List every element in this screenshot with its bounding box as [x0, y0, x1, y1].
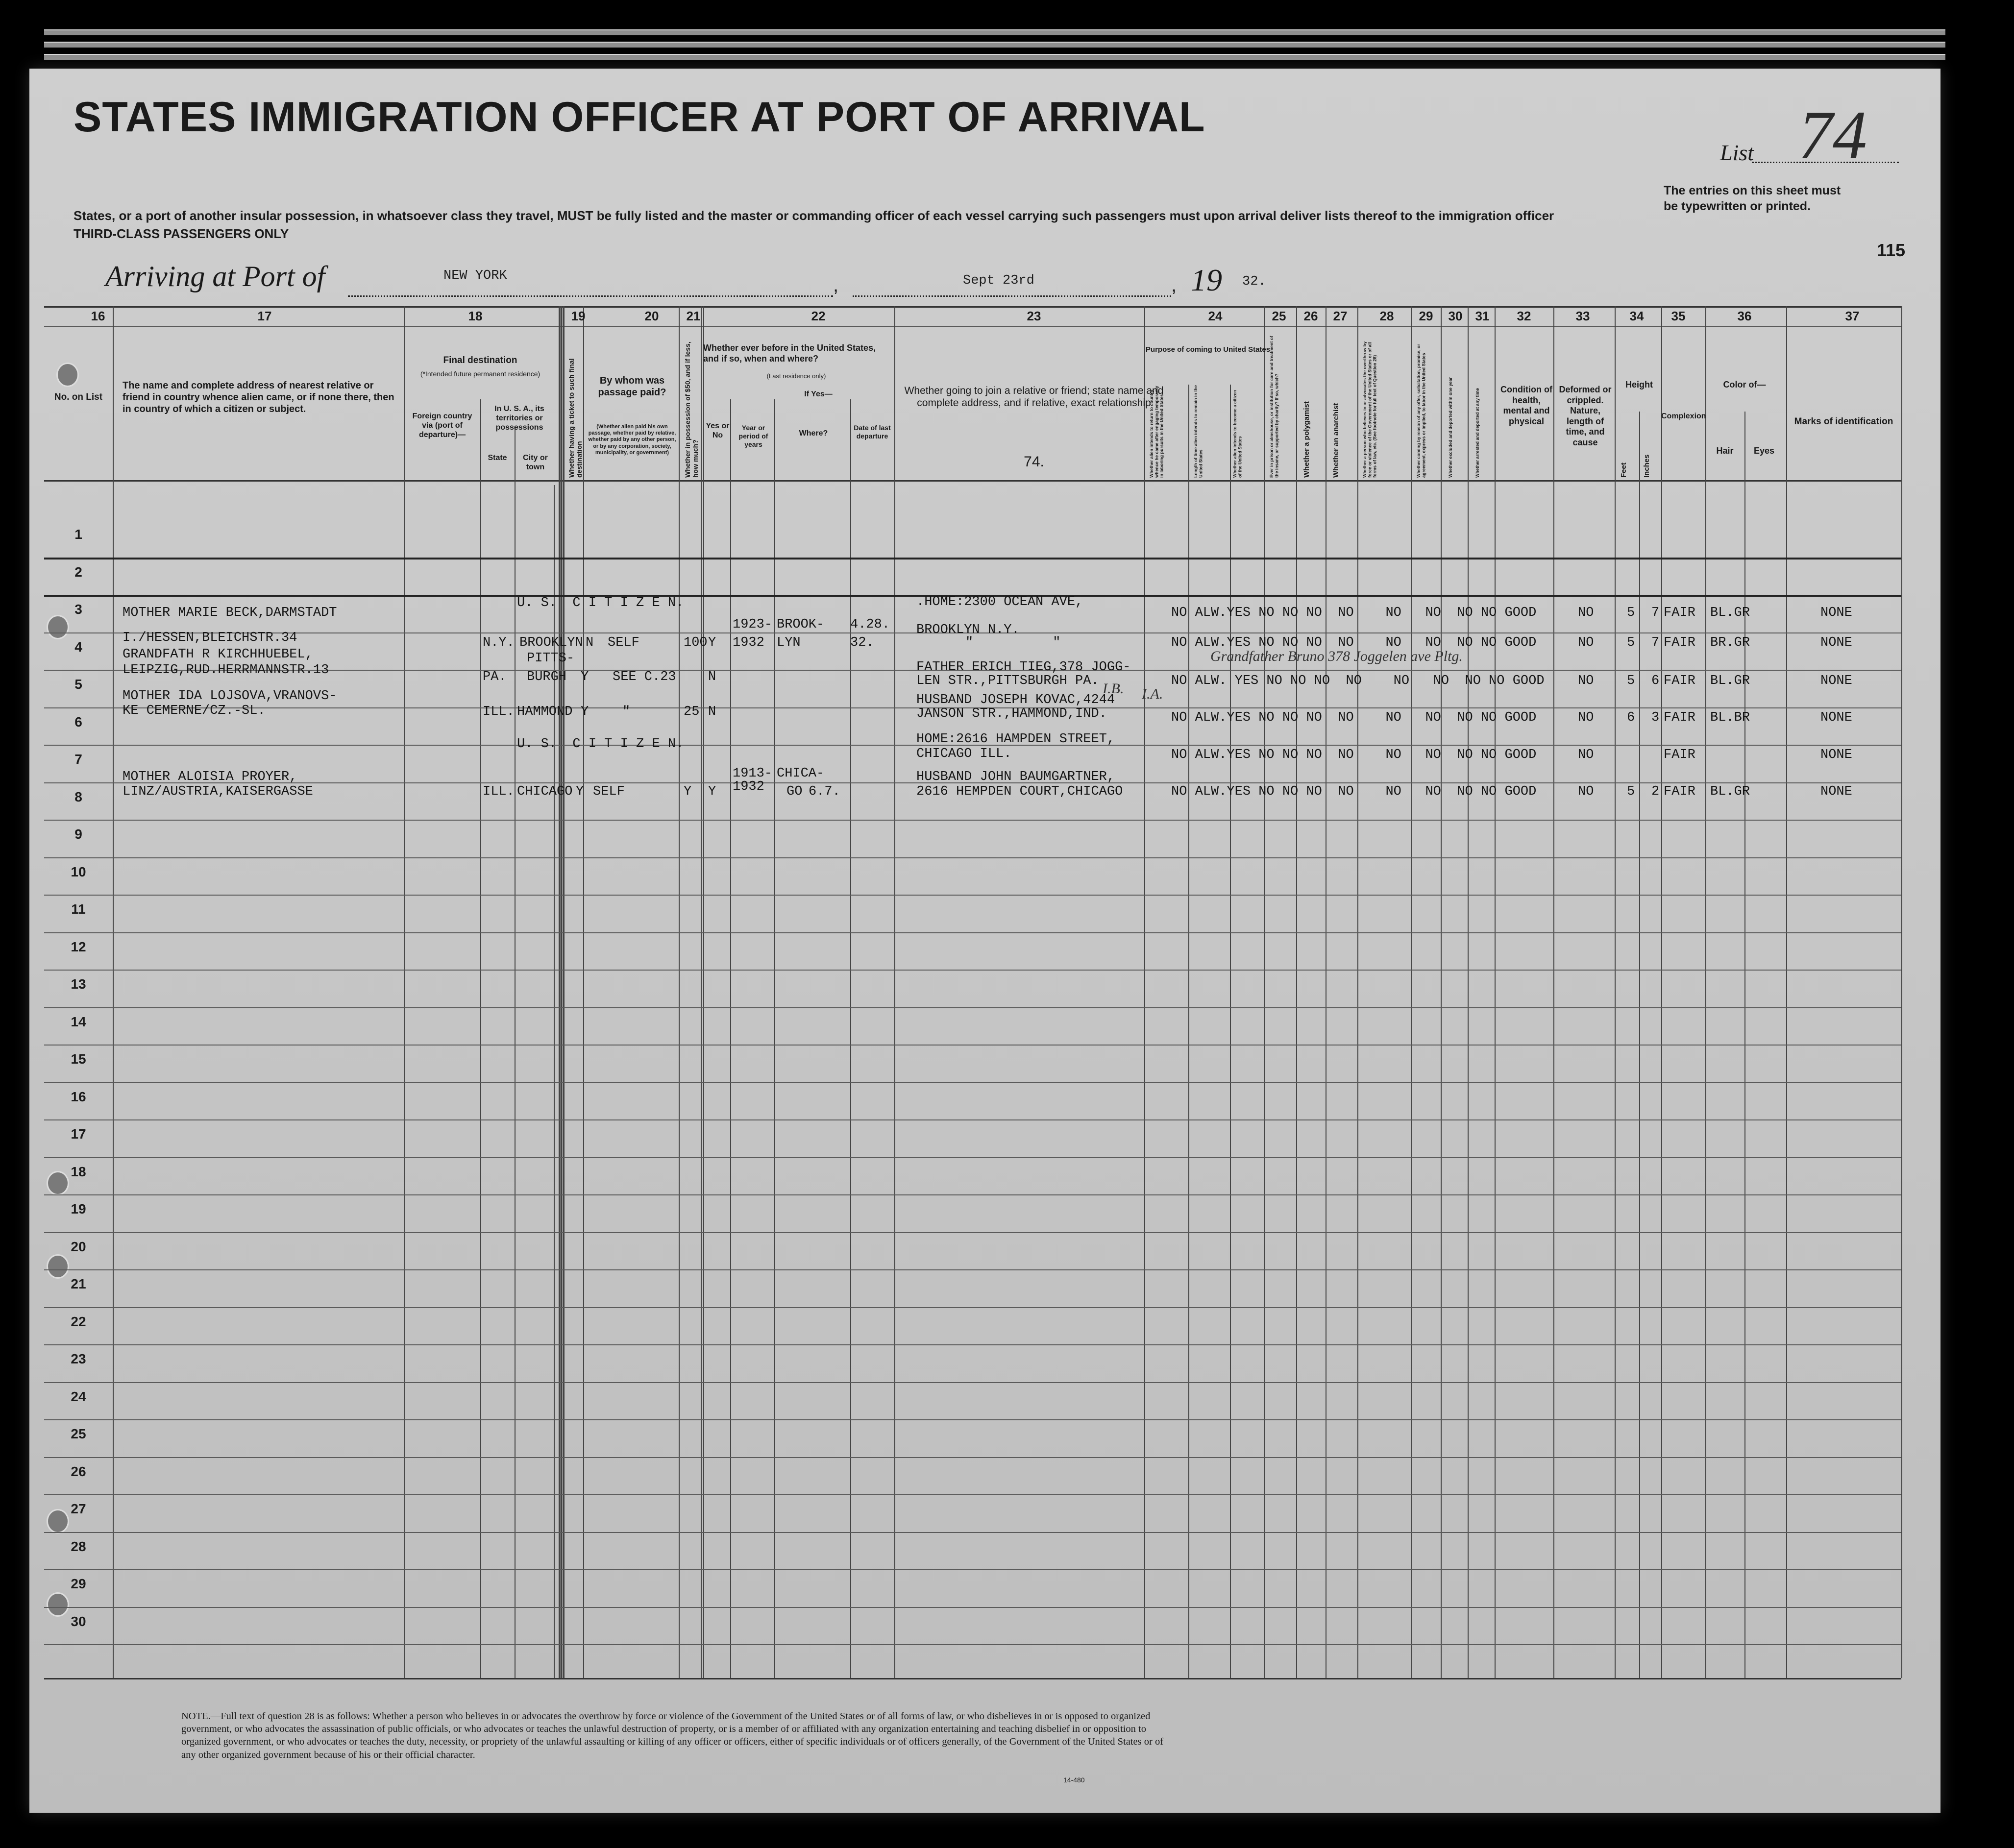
- row-number: 26: [71, 1463, 86, 1479]
- join-address: 2616 HEMPDEN COURT,CHICAGO: [916, 784, 1123, 799]
- complexion-value: FAIR: [1664, 710, 1695, 725]
- marks-value: NONE: [1820, 784, 1852, 799]
- entries-note: be typewritten or printed.: [1664, 199, 1811, 213]
- col-number: 36: [1737, 309, 1752, 323]
- dest-state: ILL.: [483, 704, 515, 719]
- prior-years: 1913-: [733, 766, 773, 781]
- row-number: 19: [71, 1201, 86, 1216]
- col-number: 33: [1575, 309, 1590, 323]
- header-ticket: Whether having a ticket to such final destination: [567, 358, 584, 478]
- prior-where: LYN: [777, 635, 801, 650]
- row-number: 3: [74, 602, 82, 617]
- header-going-to-join: Whether going to join a relative or friend; state name and complete address, and if relative, exact relationship: [904, 385, 1164, 409]
- header-passage-note: (Whether alien paid his own passage, whether paid by relative, whether paid by any other person, or by any corporation, society, municipality, or government): [588, 424, 676, 456]
- ticket-value: N: [586, 635, 594, 650]
- row-number: 9: [74, 827, 82, 842]
- col-number: 37: [1845, 309, 1860, 323]
- height-inches: 7: [1651, 635, 1660, 650]
- dest-city: CHICAGO: [517, 784, 573, 799]
- header-polygamist: Whether a polygamist: [1302, 401, 1311, 478]
- header-before-in-us: Whether ever before in the United States, and if so, when and where?: [703, 343, 876, 364]
- row-number: 7: [74, 752, 82, 767]
- col-number: 34: [1629, 309, 1644, 323]
- header-deformed: Deformed or crippled. Nature, length of time, and cause: [1559, 385, 1612, 447]
- header-passage-paid: By whom was passage paid?: [598, 375, 666, 398]
- height-inches: 2: [1651, 784, 1660, 799]
- col-number: 19: [571, 309, 586, 323]
- header-final-destination: Final destination: [443, 355, 517, 365]
- row-number: 25: [71, 1426, 86, 1441]
- question-answers: NO ALW.YES NO NO NO NO NO NO NO NO GOOD: [1171, 784, 1537, 799]
- money-value: 25: [684, 704, 700, 719]
- row-number: 21: [71, 1276, 86, 1291]
- year-suffix: 32.: [1242, 274, 1266, 289]
- complexion-value: FAIR: [1664, 748, 1695, 762]
- row-number: 13: [71, 976, 86, 992]
- row-number: 24: [71, 1388, 86, 1404]
- header-purpose-citizen: Whether alien intends to become a citizen of the United States: [1232, 389, 1243, 478]
- row-number: 29: [71, 1576, 86, 1591]
- col-number: 18: [468, 309, 483, 323]
- header-height: Height: [1625, 380, 1653, 389]
- row-number: 14: [71, 1014, 86, 1029]
- height-inches: 7: [1651, 606, 1660, 620]
- footnote-question-28: NOTE.—Full text of question 28 is as follows: Whether a person who believes in or advocates the overthrow by force or violence of the Government of the United States or of all forms of law, or who disbelieves in or is opposed to organized government, or who advocates the assassination of public officials, or who advocates or teaches the unlawful destruction of property, or is a member of or affiliated with any organization entertaining and teaching disbelief in or opposition to organized government, or who advocates or teaches the duty, necessity, or propriety of the unlawful assaulting or killing of any officer or officers, either of specific individuals or of officers generally, of the Government of the United States or of any other organized government because of his or their official character.: [181, 1711, 1164, 1760]
- header-if-yes: If Yes—: [804, 390, 833, 398]
- header-question-28: Whether a person who believes in or advocates the overthrow by force or violence of the Government of the United States or of all forms of law, etc. (See footnote for full text of Question 28): [1362, 341, 1377, 478]
- prior-date: 6.7.: [809, 784, 840, 799]
- join-address: CHICAGO ILL.: [916, 747, 1012, 761]
- row-number: 11: [71, 901, 86, 917]
- height-inches: 3: [1651, 710, 1660, 725]
- height-feet: 5: [1627, 606, 1635, 620]
- relative-address: KE CEMERNE/CZ.-SL.: [123, 703, 266, 718]
- passage-paid-value: SEE C.23: [613, 670, 676, 684]
- page-number: 115: [1877, 240, 1906, 260]
- row-number: 20: [71, 1239, 86, 1254]
- join-address: HUSBAND JOHN BAUMGARTNER,: [916, 769, 1115, 784]
- marks-value: NONE: [1820, 635, 1852, 650]
- relative-address: GRANDFATH R KIRCHHUEBEL,: [123, 647, 313, 662]
- passage-paid-value: SELF: [593, 784, 625, 799]
- col-number: 20: [644, 309, 659, 323]
- col-number: 28: [1379, 309, 1394, 323]
- row-number: 4: [74, 639, 82, 655]
- height-feet: 5: [1627, 784, 1635, 799]
- money-value: 100: [684, 635, 708, 650]
- header-state: State: [488, 454, 507, 462]
- question-answers: NO ALW.YES NO NO NO NO NO NO NO NO GOOD: [1171, 606, 1537, 620]
- col-number: 30: [1448, 309, 1463, 323]
- list-label: List: [1720, 140, 1754, 165]
- header-anarchist: Whether an anarchist: [1332, 403, 1340, 478]
- question-answers: NO ALW. YES NO NO NO NO NO NO NO NO GOOD: [1171, 674, 1545, 688]
- marks-value: NONE: [1820, 674, 1852, 688]
- form-number: 14-480: [1063, 1776, 1085, 1784]
- complexion-value: FAIR: [1664, 674, 1695, 688]
- header-last-departure: Date of last departure: [854, 424, 891, 440]
- date-line: [853, 295, 1171, 297]
- instruction-text: States, or a port of another insular possession, in whatsoever class they travel, MUST be fully listed and the master or commanding officer of each vessel carrying such passengers must upon arrival deliver lists thereof to the immigration officer: [74, 208, 1554, 223]
- dest-city: HAMMOND: [517, 704, 573, 719]
- row-number: 8: [74, 789, 82, 804]
- port-line: [348, 295, 833, 297]
- row-number: 1: [74, 527, 82, 542]
- question-answers: NO ALW.YES NO NO NO NO NO NO NO NO GOOD: [1171, 635, 1537, 650]
- list-number: 74: [1798, 97, 1867, 173]
- marks-value: NONE: [1820, 748, 1852, 762]
- prior-yes-no: N: [708, 670, 716, 684]
- header-in-usa: In U. S. A., its territories or possessions: [494, 405, 544, 432]
- col-number: 25: [1272, 309, 1286, 323]
- row-number: 30: [71, 1613, 86, 1629]
- deformed-value: NO: [1578, 674, 1594, 688]
- join-address: .HOME:2300 OCEAN AVE,: [916, 595, 1083, 609]
- row-number: 15: [71, 1051, 86, 1067]
- prior-yes-no: Y: [708, 635, 716, 650]
- marks-value: NONE: [1820, 710, 1852, 725]
- handwritten-initials: I.B.: [1103, 681, 1124, 697]
- col-number: 16: [91, 309, 105, 323]
- col-number: 31: [1475, 309, 1490, 323]
- hair-eyes-value: BL.GR: [1710, 674, 1750, 688]
- deformed-value: NO: [1578, 784, 1594, 799]
- relative-address: MOTHER MARIE BECK,DARMSTADT: [123, 606, 337, 620]
- dest-city: BURGH: [527, 670, 567, 684]
- relative-address: LEIPZIG,RUD.HERRMANNSTR.13: [123, 663, 329, 678]
- join-address: FATHER ERICH TIEG,378 JOGG-: [916, 660, 1131, 675]
- deformed-value: NO: [1578, 710, 1594, 725]
- row-number: 23: [71, 1351, 86, 1366]
- relative-address: MOTHER IDA LOJSOVA,VRANOVS-: [123, 688, 337, 704]
- stacked-page-edges: [44, 29, 1945, 73]
- col-number: 32: [1517, 309, 1531, 323]
- year-prefix: 19: [1191, 263, 1222, 297]
- prior-years: 1932: [733, 779, 764, 794]
- marks-value: NONE: [1820, 606, 1852, 620]
- complexion-value: FAIR: [1664, 635, 1695, 650]
- col-number: 22: [811, 309, 826, 323]
- height-feet: 5: [1627, 674, 1635, 688]
- height-feet: 5: [1627, 635, 1635, 650]
- header-yes-no: Yes or No: [706, 422, 730, 440]
- port-value: NEW YORK: [443, 268, 507, 283]
- prior-where: CHICA-: [777, 766, 825, 781]
- hair-eyes-value: BL.GR: [1710, 606, 1750, 620]
- header-year: Year or period of years: [738, 424, 768, 448]
- col-number: 21: [686, 309, 701, 323]
- prior-years: 1932: [733, 635, 764, 650]
- hair-eyes-value: BL.BR: [1710, 710, 1750, 725]
- manifest-table: [44, 306, 1901, 1678]
- ticket-value: Y: [581, 670, 589, 684]
- header-marks: Marks of identification: [1794, 416, 1893, 427]
- question-answers: NO ALW.YES NO NO NO NO NO NO NO NO GOOD: [1171, 710, 1537, 725]
- handwritten-note: Grandfather Bruno 378 Joggelen ave Pltg.: [1210, 648, 1463, 664]
- ditto-marks: " ": [965, 635, 1061, 650]
- join-address: LEN STR.,PITTSBURGH PA.: [916, 674, 1099, 688]
- complexion-value: FAIR: [1664, 606, 1695, 620]
- join-address: BROOKLYN N.Y.: [916, 622, 1020, 637]
- header-purpose-return: Whether alien intends to return to country whence he came after engaging temporarily in laboring pursuits in the United States: [1149, 386, 1164, 478]
- header-no-on-list: No. on List: [54, 392, 103, 402]
- prior-yes-no: N: [708, 704, 716, 719]
- join-address: HUSBAND JOSEPH KOVAC,4244: [916, 692, 1115, 707]
- join-address: HOME:2616 HAMPDEN STREET,: [916, 732, 1115, 747]
- header-relative-address: The name and complete address of nearest relative or friend in country whence alien came, or if none there, then in country of which a citizen or subject.: [123, 380, 394, 414]
- dest-state: ILL.: [483, 784, 515, 799]
- dest-city: BROOKLYN: [519, 635, 583, 650]
- row-number: 22: [71, 1313, 86, 1329]
- header-inches: Inches: [1643, 454, 1651, 478]
- row-number: 5: [74, 677, 82, 692]
- header-city: City or town: [523, 454, 548, 472]
- prior-where: BROOK-: [777, 617, 825, 632]
- class-label: THIRD-CLASS PASSENGERS ONLY: [74, 226, 289, 241]
- col-number: 24: [1208, 309, 1223, 323]
- page-title: STATES IMMIGRATION OFFICER AT PORT OF ARRIVAL: [74, 94, 1205, 141]
- col-number: 29: [1419, 309, 1433, 323]
- deformed-value: NO: [1578, 606, 1594, 620]
- header-health: Condition of health, mental and physical: [1500, 385, 1552, 426]
- passage-paid-value: SELF: [608, 635, 639, 650]
- us-citizen-note: U. S. C I T I Z E N.: [517, 596, 684, 610]
- col-number: 27: [1333, 309, 1348, 323]
- header-complexion: Complexion: [1661, 412, 1706, 420]
- handwritten-initials: I.A.: [1142, 685, 1163, 702]
- hair-eyes-value: BL.GR: [1710, 784, 1750, 799]
- header-prison: Ever in prison or almshouse, or institution for care and treatment of the insane, or supported by charity? If so, which?: [1269, 336, 1279, 478]
- prior-where: GO: [786, 784, 803, 799]
- relative-address: I./HESSEN,BLEICHSTR.34: [123, 630, 297, 645]
- ticket-value: Y: [576, 784, 584, 799]
- row-number: 2: [74, 564, 82, 580]
- arriving-label: Arriving at Port of: [105, 260, 325, 292]
- height-feet: 6: [1627, 710, 1635, 725]
- header-feet: Feet: [1620, 462, 1628, 478]
- entries-note: The entries on this sheet must: [1664, 184, 1841, 197]
- row-number: 28: [71, 1538, 86, 1554]
- header-foreign-country: Foreign country via (port of departure)—: [412, 412, 472, 439]
- col-number: 26: [1303, 309, 1318, 323]
- row-number: 17: [71, 1126, 86, 1142]
- prior-date: 32.: [850, 635, 874, 650]
- header-hair: Hair: [1716, 446, 1734, 456]
- height-inches: 6: [1651, 674, 1660, 688]
- row-number: 6: [74, 714, 82, 729]
- col-number: 23: [1027, 309, 1041, 323]
- header-final-destination-note: (*Intended future permanent residence): [420, 370, 540, 378]
- money-value: Y: [684, 784, 692, 799]
- row-number: 10: [71, 864, 86, 879]
- comma: ,: [833, 274, 839, 296]
- date-value: Sept 23rd: [963, 273, 1034, 288]
- header-fifty-dollars: Whether in possession of $50, and if less, how much?: [684, 341, 700, 478]
- header-arrested: Whether arrested and deported at any time: [1475, 388, 1480, 478]
- join-address: JANSON STR.,HAMMOND,IND.: [916, 706, 1107, 721]
- dest-city: PITTS-: [527, 651, 575, 666]
- header-purpose: Purpose of coming to United States: [1145, 345, 1271, 354]
- deformed-value: NO: [1578, 748, 1594, 762]
- prior-yes-no: Y: [708, 784, 716, 799]
- relative-address: LINZ/AUSTRIA,KAISERGASSE: [123, 784, 313, 799]
- complexion-value: FAIR: [1664, 784, 1695, 799]
- dest-state: N.Y.: [483, 635, 515, 650]
- ticket-value: Y: [581, 704, 589, 719]
- row-number: 12: [71, 939, 86, 954]
- header-excluded: Whether excluded and deported within one year: [1448, 377, 1453, 478]
- col-number: 17: [257, 309, 272, 323]
- comma: ,: [1171, 274, 1177, 296]
- row-number: 16: [71, 1089, 86, 1104]
- prior-years: 1923-: [733, 617, 773, 632]
- us-citizen-note: U. S. C I T I Z E N.: [517, 737, 684, 752]
- header-join-value: 74.: [1024, 454, 1044, 470]
- hair-eyes-value: BR.GR: [1710, 635, 1750, 650]
- passage-paid-value: ": [622, 704, 631, 719]
- header-purpose-length: Length of time alien intends to remain in the United States: [1193, 385, 1203, 478]
- header-eyes: Eyes: [1753, 446, 1775, 456]
- dest-state: PA.: [483, 670, 507, 684]
- row-number: 27: [71, 1501, 86, 1516]
- header-last-residence: (Last residence only): [766, 372, 826, 380]
- relative-address: MOTHER ALOISIA PROYER,: [123, 769, 297, 784]
- header-labor-offer: Whether coming by reason of any offer, solicitation, promise, or agreement, express or implied, to labor in the United States: [1416, 343, 1426, 478]
- header-color-of: Color of—: [1723, 380, 1766, 389]
- row-number: 18: [71, 1164, 86, 1179]
- question-answers: NO ALW.YES NO NO NO NO NO NO NO NO GOOD: [1171, 748, 1537, 762]
- col-number: 35: [1671, 309, 1686, 323]
- prior-date: 4.28.: [850, 617, 890, 632]
- header-where: Where?: [799, 429, 828, 438]
- deformed-value: NO: [1578, 635, 1594, 650]
